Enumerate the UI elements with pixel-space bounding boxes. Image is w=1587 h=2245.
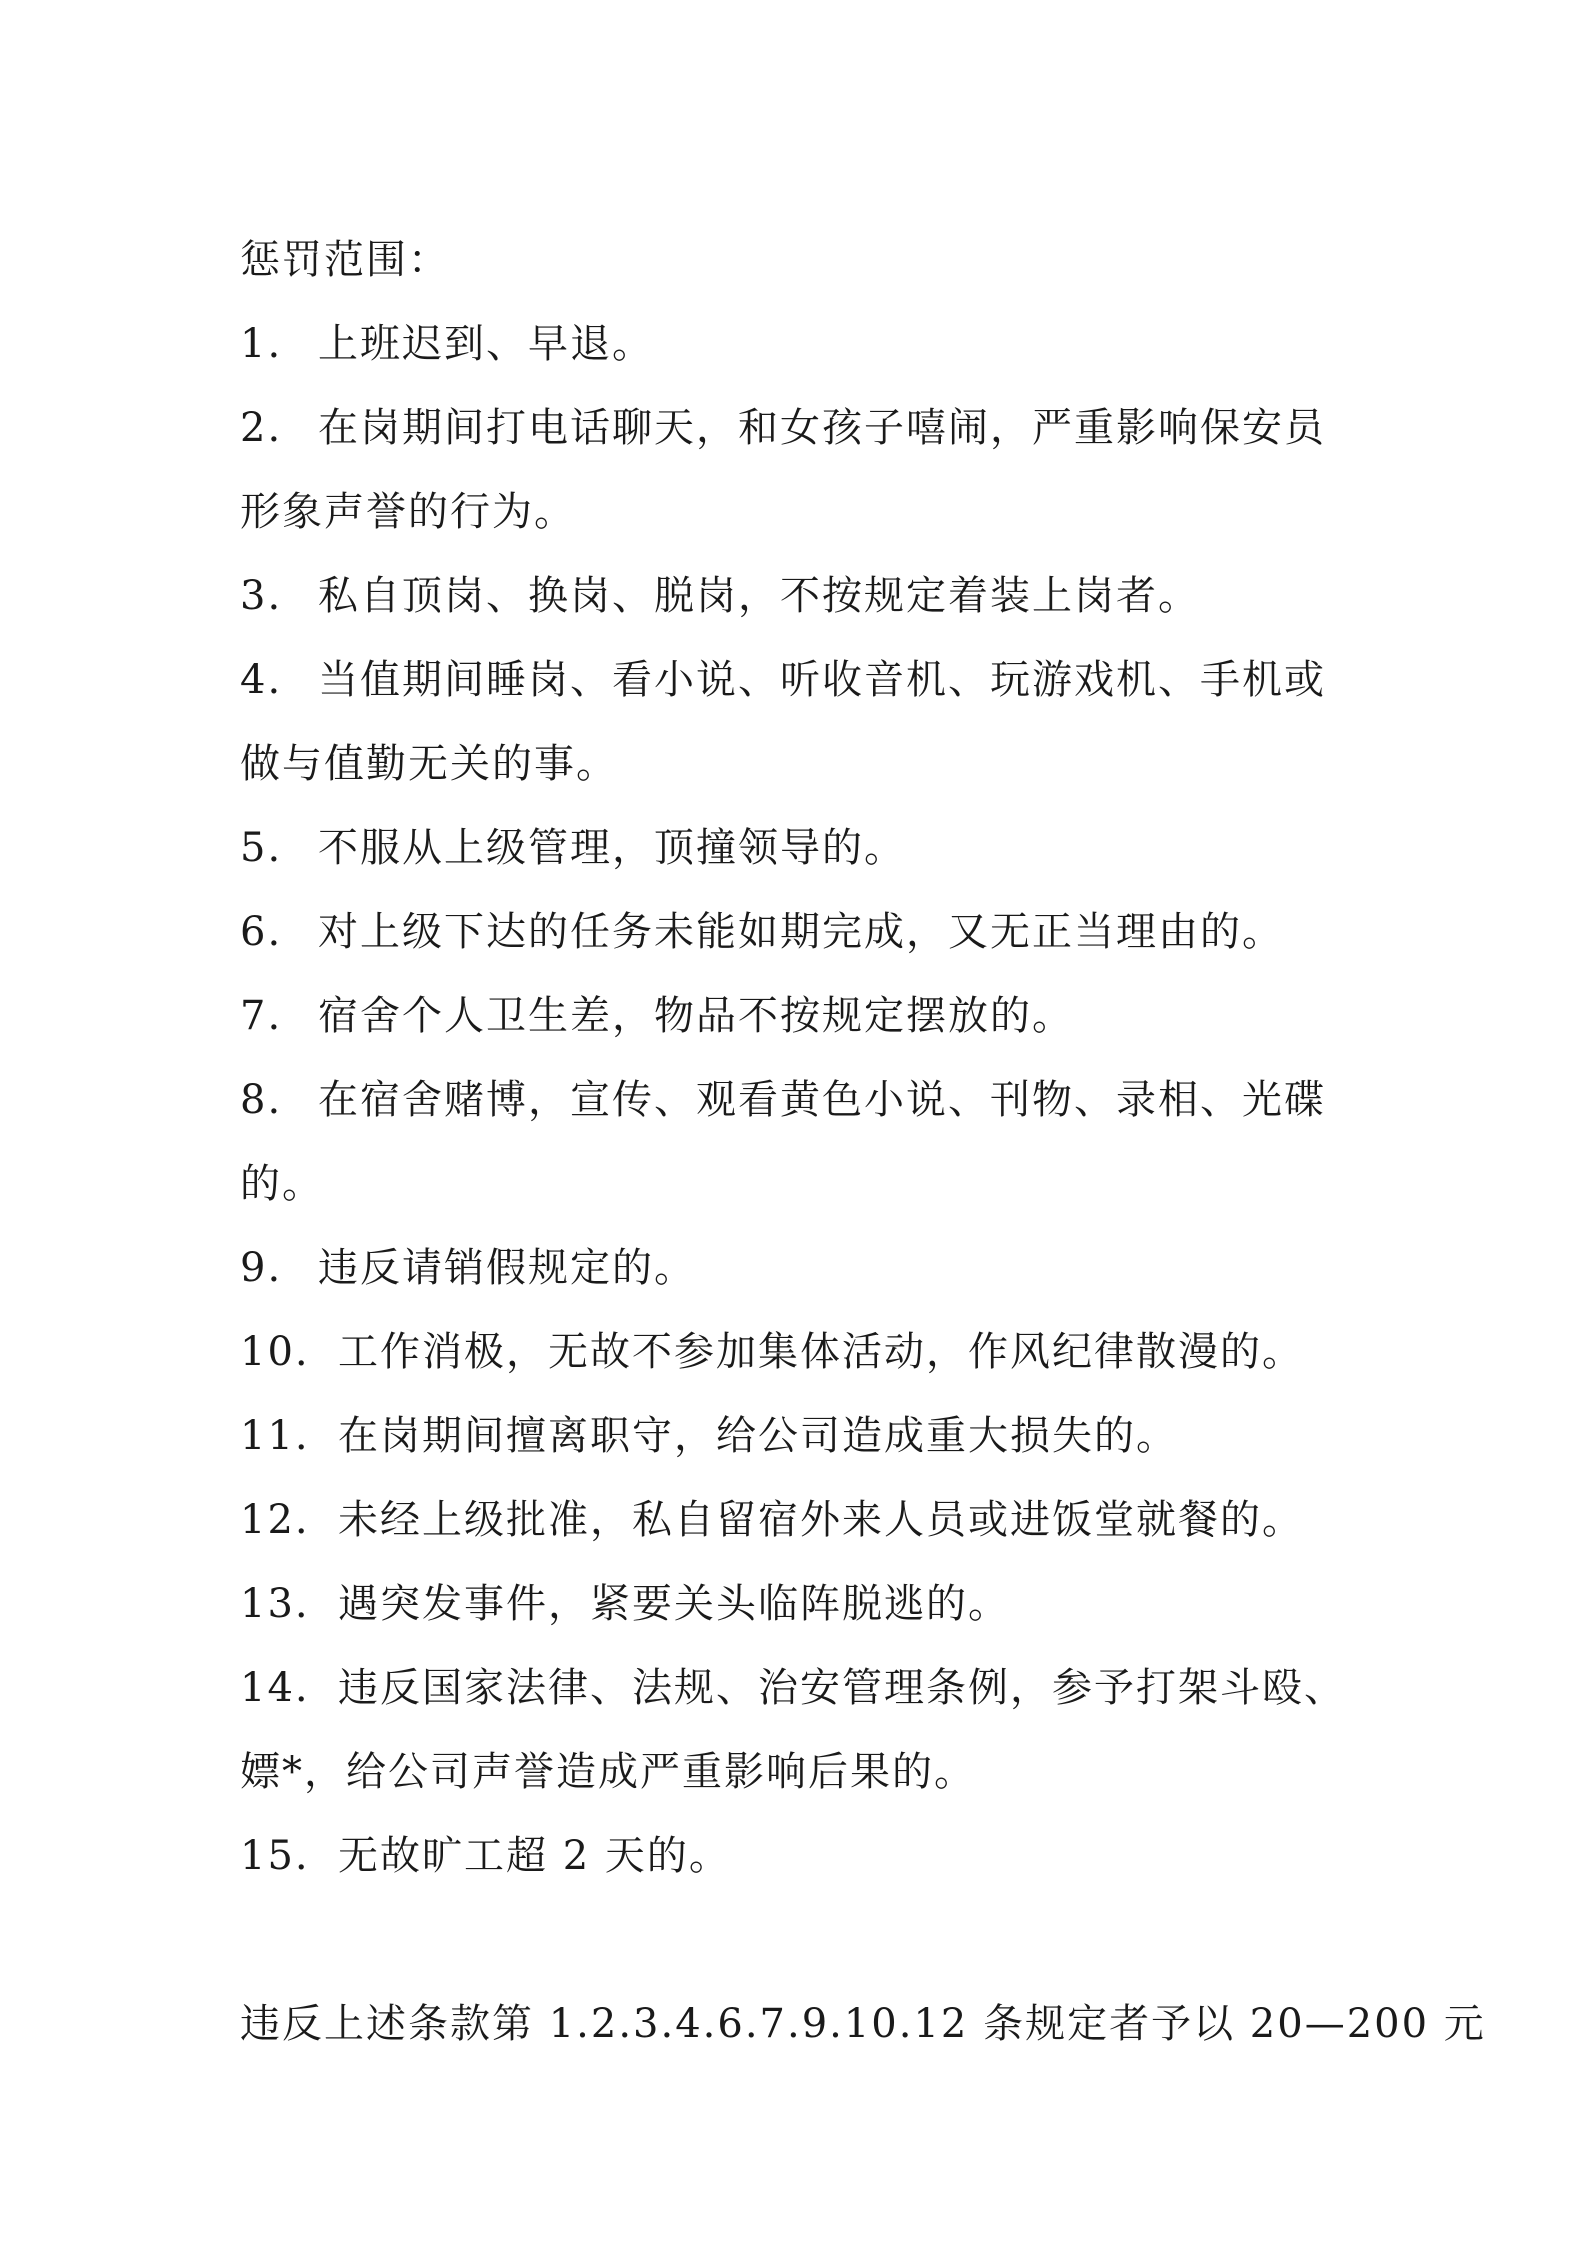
document-body [240, 218, 1486, 2066]
list-item-number: 5. [240, 825, 283, 871]
list-item-text: 宿舍个人卫生差，物品不按规定摆放的。 [318, 993, 1074, 1039]
paragraph-gap [240, 1898, 1360, 1982]
list-item-number: 14. [240, 1665, 310, 1711]
list-item [240, 1394, 1360, 1478]
list-item-text: 上班迟到、早退。 [318, 321, 654, 367]
list-item-text: 违反国家法律、法规、治安管理条例，参予打架斗殴、 [338, 1665, 1346, 1711]
list-item-text: 无故旷工超 2 天的。 [338, 1833, 731, 1879]
list-item [240, 302, 1360, 386]
list-item-text: 在岗期间擅离职守，给公司造成重大损失的。 [338, 1413, 1178, 1459]
list-item-number: 8. [240, 1077, 283, 1123]
list-item-number: 3. [240, 573, 283, 619]
list-item-number: 11. [240, 1413, 310, 1459]
list-item-text: 不服从上级管理，顶撞领导的。 [318, 825, 906, 871]
list-item-number: 9. [240, 1245, 283, 1291]
list-item-number: 6. [240, 909, 283, 955]
list-item-text: 在岗期间打电话聊天，和女孩子嘻闹，严重影响保安员 [318, 405, 1326, 451]
list-item [240, 386, 1360, 470]
list-item-text: 遇突发事件，紧要关头临阵脱逃的。 [338, 1581, 1010, 1627]
list-item-continuation [240, 1142, 1360, 1226]
list-item [240, 1058, 1360, 1142]
list-item-text: 违反请销假规定的。 [318, 1245, 696, 1291]
list-item-continuation [240, 470, 1360, 554]
list-item-number: 13. [240, 1581, 310, 1627]
list-item [240, 1310, 1360, 1394]
list-item [240, 890, 1360, 974]
list-item-continuation [240, 722, 1360, 806]
list-item [240, 638, 1360, 722]
list-item-text: 未经上级批准，私自留宿外来人员或进饭堂就餐的。 [338, 1497, 1304, 1543]
list-item [240, 554, 1360, 638]
list-item-number: 10. [240, 1329, 310, 1375]
list-item-text: 的。 [240, 1161, 324, 1207]
list-item [240, 806, 1360, 890]
list-item-text: 嫖*，给公司声誉造成严重影响后果的。 [240, 1749, 976, 1795]
section-heading: 惩罚范围： [240, 237, 450, 283]
list-item-number: 4. [240, 657, 283, 703]
list-item-text: 在宿舍赌博，宣传、观看黄色小说、刊物、录相、光碟 [318, 1077, 1326, 1123]
list-item-text: 做与值勤无关的事。 [240, 741, 618, 787]
penalty-summary: 违反上述条款第 1.2.3.4.6.7.9.10.12 条规定者予以 20—200 元 [240, 2001, 1486, 2047]
list-item-continuation [240, 1730, 1360, 1814]
list-item-text: 当值期间睡岗、看小说、听收音机、玩游戏机、手机或 [318, 657, 1326, 703]
list-item-text: 形象声誉的行为。 [240, 489, 576, 535]
list-item [240, 974, 1360, 1058]
list-item-text: 对上级下达的任务未能如期完成，又无正当理由的。 [318, 909, 1284, 955]
list-item-number: 15. [240, 1833, 310, 1879]
penalty-list [240, 302, 1360, 1898]
list-item-number: 1. [240, 321, 283, 367]
list-item [240, 1646, 1360, 1730]
list-item-text: 私自顶岗、换岗、脱岗，不按规定着装上岗者。 [318, 573, 1200, 619]
list-item [240, 1478, 1360, 1562]
list-item-number: 12. [240, 1497, 310, 1543]
list-item [240, 1226, 1360, 1310]
list-item-number: 7. [240, 993, 283, 1039]
list-item [240, 1814, 1360, 1898]
list-item-number: 2. [240, 405, 283, 451]
list-item [240, 1562, 1360, 1646]
list-item-text: 工作消极，无故不参加集体活动，作风纪律散漫的。 [338, 1329, 1304, 1375]
